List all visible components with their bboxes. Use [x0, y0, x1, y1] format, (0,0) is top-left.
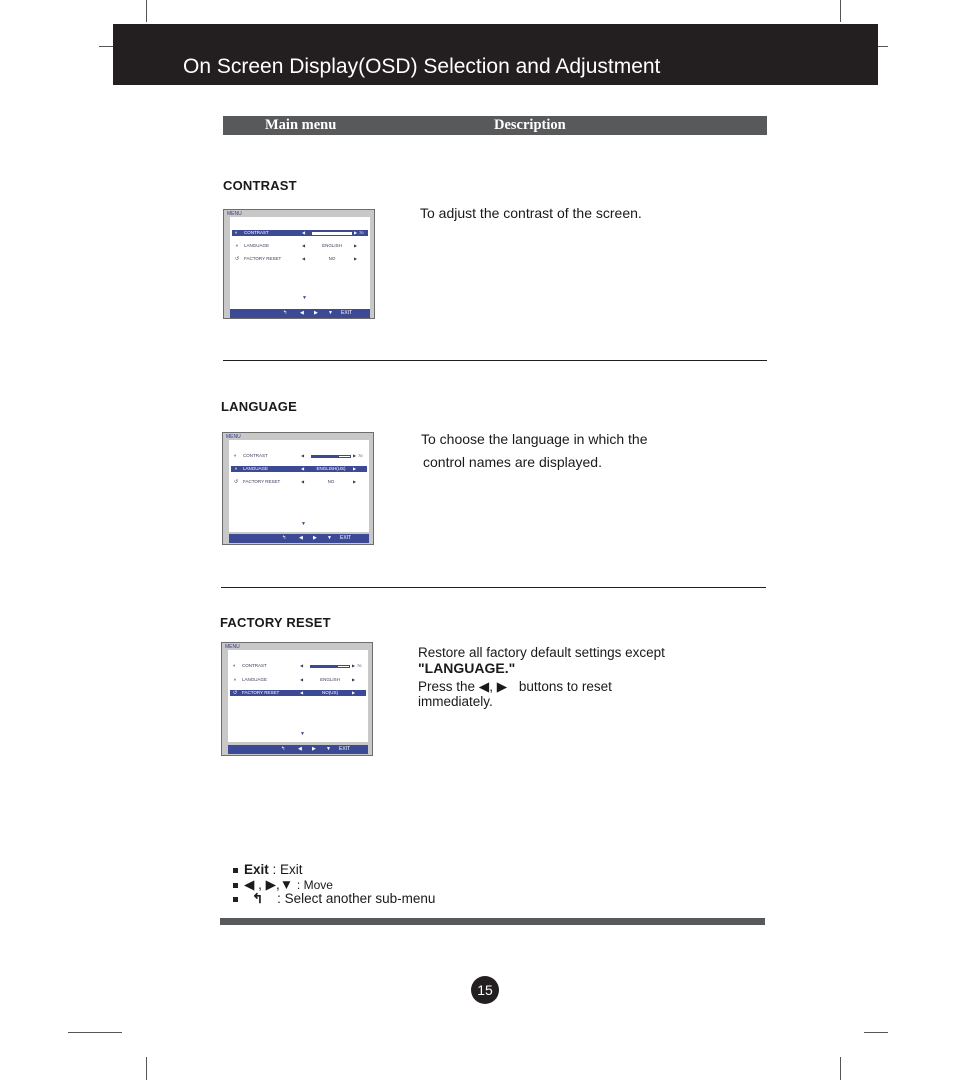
osd-row-value: NO(US) [322, 690, 338, 695]
osd-screenshot-language [222, 432, 374, 545]
crop-mark [864, 1032, 888, 1033]
page-title: On Screen Display(OSD) Selection and Adjustment [183, 55, 661, 78]
osd-row-language [230, 677, 366, 683]
right-arrow-icon: ▶ [354, 243, 358, 248]
left-arrow-icon: ◀ [300, 677, 304, 682]
osd-row-value: NO [327, 479, 335, 484]
osd-row-contrast [231, 453, 367, 459]
contrast-icon: ◐ [233, 663, 237, 669]
osd-row-language [231, 466, 367, 472]
crop-mark [146, 0, 147, 22]
contrast-level-number: 70 [359, 230, 364, 235]
crop-mark [99, 46, 113, 47]
move-arrows-icon: ◀ , ▶,▼ [244, 877, 294, 892]
legend-submenu-text: : Select another sub-menu [277, 891, 436, 906]
right-arrow-icon: ▶ [312, 746, 316, 752]
scroll-down-icon: ▼ [300, 731, 305, 737]
contrast-level-bar [310, 665, 350, 668]
factory-reset-description-line3 [418, 679, 612, 695]
osd-row-label: FACTORY RESET [244, 256, 282, 261]
language-description-line2: control names are displayed. [423, 454, 602, 470]
osd-row-label: LANGUAGE [244, 243, 270, 248]
right-arrow-icon: ▶ [313, 535, 317, 541]
left-arrow-icon: ◀ [301, 466, 305, 471]
header-band [113, 24, 878, 85]
osd-menu-label: MENU [225, 644, 240, 650]
factory-reset-description-bold: "LANGUAGE." [418, 660, 516, 676]
osd-row-contrast [232, 230, 368, 236]
language-icon: ◑ [233, 677, 237, 683]
down-arrow-icon: ▼ [327, 535, 332, 541]
language-icon: ◑ [235, 243, 239, 249]
legend-exit-text: : Exit [272, 862, 303, 877]
osd-row-label: FACTORY RESET [242, 690, 280, 695]
reset-icon: ↺ [233, 690, 238, 696]
main-menu-heading: Main menu [265, 117, 337, 133]
contrast-level-fill [312, 456, 339, 457]
up-arrow-icon: ↰ [283, 310, 288, 316]
down-arrow-icon: ▼ [326, 746, 331, 752]
osd-footer [230, 309, 370, 318]
right-arrow-icon: ▶ [354, 256, 358, 261]
crop-mark [878, 46, 888, 47]
crop-mark [840, 1057, 841, 1080]
left-arrow-icon: ◀ [298, 746, 302, 752]
osd-row-label: CONTRAST [244, 230, 269, 235]
osd-screenshot-contrast [223, 209, 375, 319]
page-number: 15 [471, 976, 499, 1004]
osd-row-label: LANGUAGE [242, 677, 268, 682]
scroll-down-icon: ▼ [301, 521, 306, 527]
right-arrow-icon: ▶ [353, 479, 357, 484]
reset-icon: ↺ [234, 479, 239, 485]
osd-screen [230, 217, 370, 309]
contrast-level-bar [312, 232, 352, 235]
osd-screen [228, 650, 368, 742]
buttons-text: buttons to reset [518, 679, 612, 694]
down-arrow-icon: ▼ [328, 310, 333, 316]
column-header-bar [223, 116, 767, 135]
press-text: Press the [418, 679, 476, 694]
contrast-level-fill [311, 666, 338, 667]
section-title-contrast: CONTRAST [223, 178, 297, 193]
osd-footer [228, 745, 368, 754]
right-arrow-icon: ▶ [352, 663, 356, 668]
left-arrow-icon: ◀ [300, 690, 304, 695]
contrast-icon: ◐ [235, 230, 239, 236]
right-arrow-icon: ▶ [353, 466, 357, 471]
osd-row-label: FACTORY RESET [243, 479, 281, 484]
comma: , [489, 679, 493, 694]
osd-row-value: ENGLISH(US) [316, 466, 346, 471]
left-arrow-icon: ◀ [302, 243, 306, 248]
legend-exit [234, 862, 303, 877]
left-arrow-icon: ◀ [300, 663, 304, 668]
contrast-description: To adjust the contrast of the screen. [420, 205, 642, 221]
osd-row-factory-reset [232, 256, 368, 262]
legend-exit-bold: Exit [244, 862, 269, 877]
osd-row-label: CONTRAST [242, 663, 267, 668]
reset-icon: ↺ [235, 256, 240, 262]
crop-mark [840, 0, 841, 22]
left-arrow-icon: ◀ [301, 479, 305, 484]
osd-row-factory-reset [230, 690, 366, 696]
legend-bullet [233, 897, 238, 902]
exit-label: EXIT [341, 310, 353, 316]
osd-footer [229, 534, 369, 543]
section-title-language: LANGUAGE [221, 399, 297, 414]
legend-bullet [233, 883, 238, 888]
crop-mark [146, 1057, 147, 1080]
crop-mark [68, 1032, 122, 1033]
description-heading: Description [494, 117, 566, 133]
up-arrow-icon: ↰ [252, 891, 264, 906]
osd-row-value: NO [328, 256, 336, 261]
section-divider [221, 587, 766, 588]
factory-reset-description-line4: immediately. [418, 694, 493, 709]
section-title-factory-reset: FACTORY RESET [220, 615, 331, 630]
osd-row-label: LANGUAGE [243, 466, 269, 471]
left-triangle-icon: ◀ [478, 679, 490, 694]
language-description-line1: To choose the language in which the [421, 431, 648, 447]
right-triangle-icon: ▶ [496, 679, 508, 694]
left-arrow-icon: ◀ [301, 453, 305, 458]
osd-row-label: CONTRAST [243, 453, 268, 458]
left-arrow-icon: ◀ [302, 230, 306, 235]
osd-menu-label: MENU [227, 211, 242, 217]
scroll-down-icon: ▼ [302, 295, 307, 301]
bottom-bar [220, 918, 765, 925]
right-arrow-icon: ▶ [354, 230, 358, 235]
osd-row-value: ENGLISH [322, 243, 342, 248]
legend-bullet [233, 868, 238, 873]
right-arrow-icon: ▶ [352, 690, 356, 695]
left-arrow-icon: ◀ [300, 310, 304, 316]
osd-menu-label: MENU [226, 434, 241, 440]
contrast-level-number: 70 [357, 663, 362, 668]
contrast-icon: ◐ [234, 453, 238, 459]
contrast-level-number: 70 [358, 453, 363, 458]
contrast-level-bar [311, 455, 351, 458]
legend-move-text: : Move [296, 878, 333, 892]
osd-row-language [232, 243, 368, 249]
contrast-level-fill [313, 233, 340, 234]
osd-row-factory-reset [231, 479, 367, 485]
osd-row-contrast [230, 663, 366, 669]
section-divider [223, 360, 767, 361]
osd-row-value: ENGLISH [320, 677, 340, 682]
language-icon: ◑ [234, 466, 238, 472]
right-arrow-icon: ▶ [314, 310, 318, 316]
right-arrow-icon: ▶ [353, 453, 357, 458]
left-arrow-icon: ◀ [302, 256, 306, 261]
up-arrow-icon: ↰ [281, 746, 286, 752]
exit-label: EXIT [340, 535, 352, 541]
factory-reset-description-line1: Restore all factory default settings except [418, 645, 665, 660]
legend-submenu [234, 891, 435, 906]
osd-screenshot-factory-reset [221, 642, 373, 756]
osd-screen [229, 440, 369, 532]
exit-label: EXIT [339, 746, 351, 752]
right-arrow-icon: ▶ [352, 677, 356, 682]
left-arrow-icon: ◀ [299, 535, 303, 541]
up-arrow-icon: ↰ [282, 535, 287, 541]
